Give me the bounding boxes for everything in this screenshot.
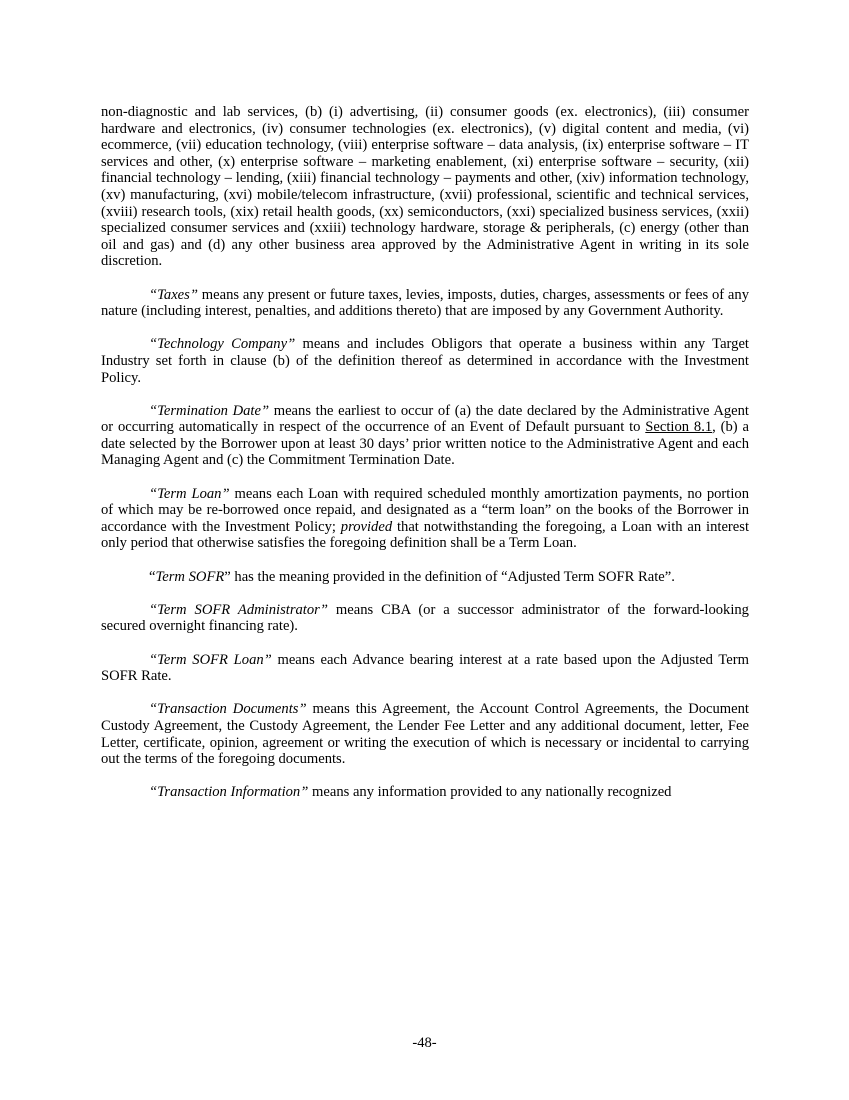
proviso-emphasis: provided [340, 518, 393, 535]
definition-technology-company [101, 336, 749, 386]
definition-text: that notwithstanding the foregoing, a Loan with an interest only period that otherwise satisfies the foregoing definition shall be a Term Loan. [101, 518, 749, 552]
definition-text: ” has the meaning provided in the definition of “Adjusted Term SOFR Rate”. [224, 568, 675, 585]
definition-text: means CBA (or a successor administrator of the forward-looking secured overnight financing rate). [101, 601, 749, 635]
page-number: -48- [412, 1035, 437, 1051]
paragraph-target-industry-continuation [101, 104, 749, 270]
defined-term: Term SOFR [155, 568, 225, 585]
definition-term-sofr-loan [101, 652, 749, 685]
section-reference-link[interactable]: Section 8.1 [645, 419, 713, 436]
definition-text: means each Advance bearing interest at a rate based upon the Adjusted Term SOFR Rate. [101, 651, 749, 685]
defined-term: “Taxes” [149, 286, 198, 303]
definition-term-sofr [101, 569, 749, 586]
definition-term-sofr-administrator [101, 602, 749, 635]
definition-term-loan [101, 486, 749, 552]
definition-text: means any information provided to any nationally recognized [308, 784, 672, 801]
definition-text: means the earliest to occur of (a) the date declared by the Administrative Agent or occurring automatically in respect of the occurrence of an Event of Default pursuant to [101, 402, 749, 436]
definition-text: , (b) a date selected by the Borrower upon at least 30 days’ prior written notice to the Administrative Agent and each Managing Agent and (c) the Commitment Termination Date. [101, 419, 749, 469]
defined-term: “Term SOFR Loan” [149, 651, 272, 668]
open-quote: “ [149, 568, 156, 585]
definition-text: means this Agreement, the Account Control Agreements, the Document Custody Agreement, the Custody Agreement, the Lender Fee Letter and any additional document, letter, Fee Letter, certificate, opinion, agreement or writing the execution of which is necessary or incidental to carrying out the terms of the foregoing documents. [101, 701, 749, 768]
defined-term: “Transaction Documents” [149, 701, 307, 718]
defined-term: “Term Loan” [149, 485, 230, 502]
definition-termination-date [101, 403, 749, 469]
definition-taxes [101, 287, 749, 320]
defined-term: “Termination Date” [149, 402, 270, 419]
definition-text: means any present or future taxes, levies, imposts, duties, charges, assessments or fees of any nature (including interest, penalties, and additions thereto) that are imposed by any Government Authority. [101, 286, 749, 320]
document-page [101, 104, 749, 818]
definition-transaction-documents [101, 701, 749, 767]
defined-term: “Term SOFR Administrator” [149, 601, 328, 618]
definition-text: means and includes Obligors that operate a business within any Target Industry set forth in clause (b) of the definition thereof as determined in accordance with the Investment Policy. [101, 336, 749, 386]
paragraph-text: non-diagnostic and lab services, (b) (i) advertising, (ii) consumer goods (ex. electronics), (iii) consumer hardware and electronics, (iv) consumer technologies (ex. electronics), (v) digital content and media, (vi) ecommerce, (vii) education technology, (viii) enterprise software – data analysis, (ix) enterprise software – IT services and other, (x) enterprise software – marketing enablement, (xi) enterprise software – security, (xii) financial technology – lending, (xiii) financial technology – payments and other, (xiv) information technology, (xv) manufacturing, (xvi) mobile/telecom infrastructure, (xvii) professional, scientific and technical services, (xviii) research tools, (xix) retail health goods, (xx) semiconductors, (xxi) specialized business services, (xxii) specialized consumer services and (xxiii) technology hardware, storage & peripherals, (c) energy (other than oil and gas) and (d) any other business area approved by the Administrative Agent in writing in its sole discretion. [101, 104, 749, 270]
definition-transaction-information [101, 784, 749, 801]
definition-text: means each Loan with required scheduled monthly amortization payments, no portion of which may be re-borrowed once repaid, and designated as a “term loan” on the books of the Borrower in accordance with the Investment Policy; [101, 485, 749, 535]
defined-term: “Transaction Information” [149, 784, 309, 801]
defined-term: “Technology Company” [149, 336, 296, 353]
